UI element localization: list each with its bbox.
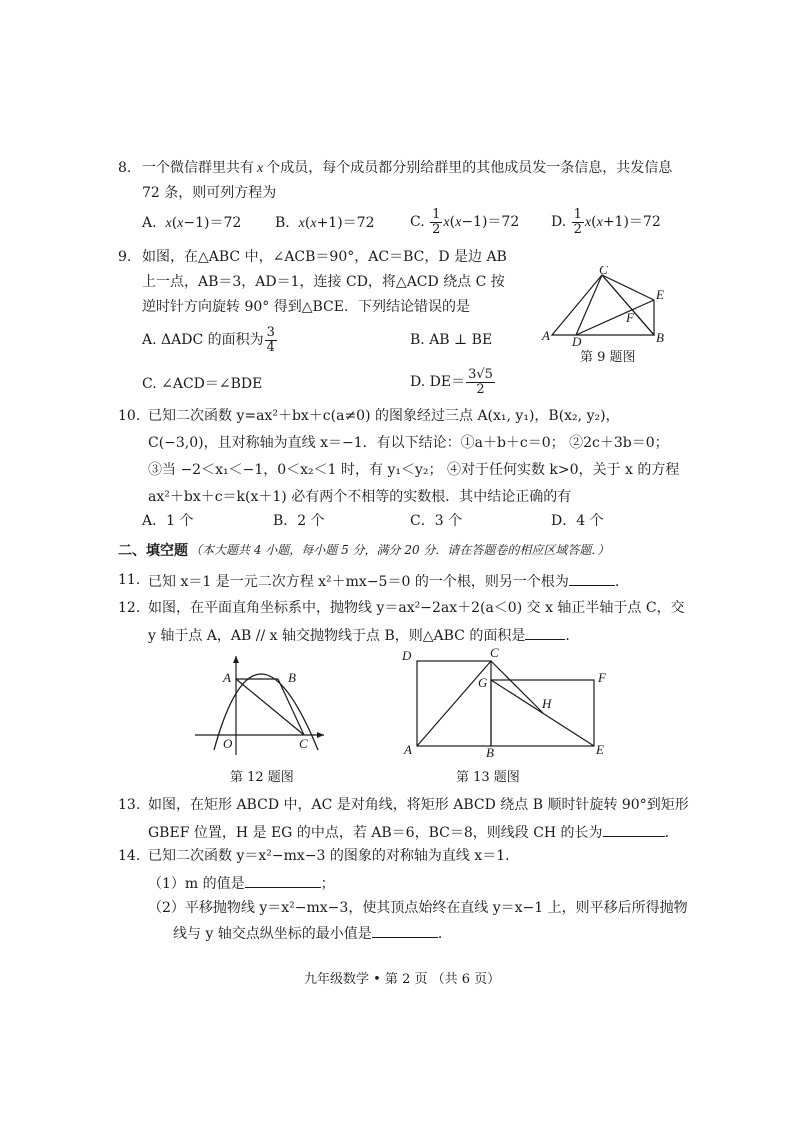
q13-stem-line1: 如图，在矩形 ABCD 中，AC 是对角线，将矩形 ABCD 绕点 B 顺时针旋转 90°到矩形 (148, 797, 689, 813)
q11-answer-blank (569, 573, 615, 586)
q8-stem-line2: 72 条，则可列方程为 (142, 185, 277, 201)
q8-option-d: D. $\frac{1}{2}$ x(x+1)＝72 (551, 207, 661, 237)
q9-option-b: B. AB ⊥ BE (410, 332, 493, 348)
q10-option-c: C．3 个 (410, 513, 463, 529)
q10-stem-line3: ③当 −2＜x₁＜−1，0＜x₂＜1 时，有 y₁＜y₂； ④对于任何实数 k>0，关于 x 的方程 (148, 462, 680, 478)
q10-option-d: D．4 个 (551, 513, 604, 529)
q13-label-e: E (596, 742, 604, 757)
q8-option-c: C. $\frac{1}{2}$ x(x−1)＝72 (410, 207, 520, 237)
q13-number: 13. (118, 797, 141, 813)
q9-label-e: E (656, 287, 664, 302)
q12-stem-line2: y 轴于点 A，AB // x 轴交抛物线于点 B，则△ABC 的面积是 . (148, 628, 570, 644)
q14-number: 14. (118, 848, 141, 864)
section2-title: 二、填空题 (118, 543, 188, 559)
q9-number: 9. (118, 249, 132, 265)
q8-number: 8. (118, 160, 132, 176)
q14-sub1: （1）m 的值是 ； (148, 876, 335, 892)
q9-option-c: C. ∠ACD＝∠BDE (142, 376, 263, 392)
q9-label-d: D (572, 334, 582, 346)
q9-figure (536, 266, 670, 346)
q14-sub2-line1: （2）平移抛物线 y＝x²−mx−3，使其顶点始终在直线 y＝x−1 上，则平移后所得抛物 (148, 900, 688, 916)
q9-label-f: F (626, 310, 634, 325)
q9-option-d: D. DE＝ $\frac{3√5}{2}$ (410, 367, 493, 397)
q12-label-c: C (299, 736, 308, 751)
q13-figure-caption: 第 13 题图 (456, 770, 520, 785)
q12-label-o: O (223, 736, 233, 751)
q10-option-a: A．1 个 (142, 513, 194, 529)
q12-figure-caption: 第 12 题图 (230, 770, 294, 785)
q13-label-d: D (402, 648, 412, 663)
q12-number: 12. (118, 600, 141, 616)
q10-stem-line4: ax²＋bx＋c＝k(x＋1) 必有两个不相等的实数根．其中结论正确的有 (148, 489, 572, 505)
q9-label-a: A (542, 328, 550, 343)
q13-label-a: A (404, 742, 412, 757)
q9-label-b: B (656, 330, 664, 345)
q13-label-b: B (486, 745, 494, 758)
q8-option-b: B. x(x+1)＝72 (275, 215, 375, 231)
q12-label-b: B (288, 670, 296, 685)
q12-figure (190, 650, 330, 760)
q10-stem-line1: 已知二次函数 y=ax²＋bx＋c(a≠0) 的图象经过三点 A(x₁, y₁)，B(x₂, y₂)， (148, 408, 620, 424)
q10-number: 10. (118, 408, 141, 424)
q13-figure (398, 644, 612, 758)
q10-option-b: B．2 个 (273, 513, 325, 529)
q8-stem-line1: 一个微信群里共有 x 个成员，每个成员都分别给群里的其他成员发一条信息，共发信息 (142, 160, 673, 176)
q9-figure-caption: 第 9 题图 (580, 350, 636, 365)
q12-answer-blank (525, 627, 565, 640)
page-footer: 九年级数学 • 第 2 页 （共 6 页） (304, 972, 501, 987)
q9-stem-line3: 逆时针方向旋转 90° 得到△BCE．下列结论错误的是 (142, 299, 470, 315)
q13-label-c: C (490, 645, 499, 660)
q10-stem-line2: C(−3,0)，且对称轴为直线 x＝−1．有以下结论：①a＋b＋c＝0； ②2c＋3b＝0； (148, 435, 669, 451)
q9-stem-line1: 如图，在△ABC 中，∠ACB＝90°，AC＝BC，D 是边 AB (142, 249, 507, 265)
q13-stem-line2: GBEF 位置，H 是 EG 的中点，若 AB＝6，BC＝8，则线段 CH 的长为 . (148, 825, 670, 841)
q13-answer-blank (603, 824, 665, 837)
q14-sub2-answer-blank (372, 925, 438, 938)
q12-stem-line1: 如图，在平面直角坐标系中，抛物线 y＝ax²−2ax＋2(a＜0) 交 x 轴正半轴于点 C，交 (148, 600, 685, 616)
q14-stem: 已知二次函数 y＝x²−mx−3 的图象的对称轴为直线 x＝1． (148, 848, 520, 864)
q12-label-a: A (223, 670, 231, 685)
section2-note: （本大题共 4 小题，每小题 5 分，满分 20 分．请在答题卷的相应区域答题．） (190, 543, 610, 557)
q11-number: 11. (118, 572, 141, 588)
q11-stem: 已知 x＝1 是一元二次方程 x²＋mx−5＝0 的一个根，则另一个根为 . (148, 574, 620, 590)
q14-sub2-line2: 线与 y 轴交点纵坐标的最小值是 . (173, 926, 443, 942)
q9-stem-line2: 上一点，AB＝3，AD＝1，连接 CD，将△ACD 绕点 C 按 (142, 274, 505, 290)
q14-sub1-answer-blank (245, 875, 321, 888)
q13-label-f: F (598, 670, 606, 685)
q9-label-c: C (599, 266, 608, 277)
q13-label-g: G (478, 675, 488, 690)
q9-option-a: A. ΔADC 的面积为 $\frac{3}{4}$ (142, 325, 275, 355)
q13-label-h: H (542, 696, 552, 711)
q8-option-a: A. x(x−1)＝72 (142, 215, 242, 231)
